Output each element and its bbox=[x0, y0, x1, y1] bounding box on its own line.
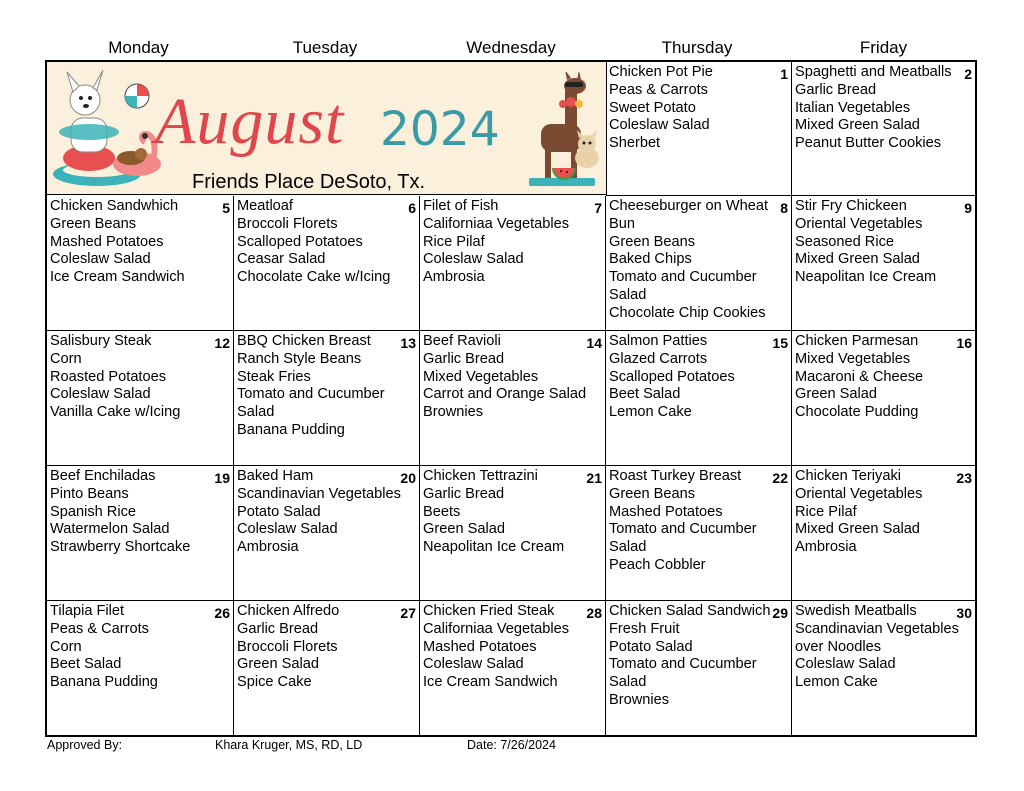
menu-item: Broccoli Florets bbox=[237, 638, 338, 655]
menu-list bbox=[609, 333, 789, 422]
menu-item: Broccoli Florets bbox=[237, 215, 338, 232]
menu-item: Scalloped Potatoes bbox=[609, 368, 735, 385]
menu-item: Rice Pilaf bbox=[795, 503, 857, 520]
menu-item: Salad bbox=[609, 674, 647, 691]
day-cell bbox=[606, 601, 792, 735]
menu-item: Chocolate Pudding bbox=[795, 404, 919, 421]
menu-item: Corn bbox=[50, 638, 82, 655]
day-cell bbox=[792, 331, 975, 466]
menu-item: Beef Enchiladas bbox=[50, 468, 156, 484]
day-number: 28 bbox=[586, 605, 602, 621]
menu-item: Sherbet bbox=[609, 135, 661, 152]
day-cell bbox=[792, 62, 975, 196]
menu-item: Mixed Vegetables bbox=[423, 368, 539, 385]
menu-item: Macaroni & Cheese bbox=[795, 368, 924, 385]
menu-item: Chicken Parmesan bbox=[795, 333, 919, 349]
menu-item: Garlic Bread bbox=[423, 350, 505, 367]
menu-item: Brownies bbox=[609, 691, 670, 708]
menu-item: Rice Pilaf bbox=[423, 233, 485, 250]
menu-item: Glazed Carrots bbox=[609, 350, 708, 367]
menu-list bbox=[423, 468, 603, 557]
day-number: 12 bbox=[214, 335, 230, 351]
menu-item: Scalloped Potatoes bbox=[237, 233, 363, 250]
menu-item: Lemon Cake bbox=[609, 404, 692, 421]
menu-item: Garlic Bread bbox=[795, 81, 877, 98]
menu-item: Oriental Vegetables bbox=[795, 485, 923, 502]
menu-list bbox=[609, 198, 789, 323]
menu-item: Tomato and Cucumber bbox=[237, 386, 385, 403]
small-dog-icon bbox=[569, 130, 605, 170]
menu-item: Seasoned Rice bbox=[795, 233, 894, 250]
menu-list bbox=[795, 333, 973, 422]
day-cell bbox=[47, 601, 234, 735]
day-cell bbox=[792, 466, 975, 601]
day-cell bbox=[47, 466, 234, 601]
watermelon-icon bbox=[551, 166, 577, 182]
menu-item: Coleslaw Salad bbox=[50, 386, 151, 403]
day-cell bbox=[420, 196, 606, 331]
menu-item: Beets bbox=[423, 503, 461, 520]
menu-item: Mashed Potatoes bbox=[423, 638, 537, 655]
menu-item: Spanish Rice bbox=[50, 503, 136, 520]
menu-item: Ice Cream Sandwich bbox=[423, 674, 558, 691]
menu-item: Californiaa Vegetables bbox=[423, 620, 570, 637]
menu-item: Coleslaw Salad bbox=[423, 656, 524, 673]
menu-item: Vanilla Cake w/Icing bbox=[50, 404, 181, 421]
banner-month-title: August bbox=[155, 85, 345, 158]
menu-item: Peas & Carrots bbox=[50, 620, 149, 637]
approver-name: Khara Kruger, MS, RD, LD bbox=[215, 738, 363, 752]
menu-item: Garlic Bread bbox=[423, 485, 505, 502]
menu-item: Salad bbox=[609, 539, 647, 556]
menu-item: Ice Cream Sandwich bbox=[50, 269, 185, 286]
day-cell bbox=[606, 466, 792, 601]
weekday-header-wednesday: Wednesday bbox=[466, 38, 556, 57]
menu-item: Bun bbox=[609, 215, 635, 232]
day-cell bbox=[47, 196, 234, 331]
menu-item: Ceasar Salad bbox=[237, 251, 326, 268]
menu-item: Ambrosia bbox=[237, 539, 299, 556]
menu-item: Pinto Beans bbox=[50, 485, 129, 502]
menu-item: Brownies bbox=[423, 404, 484, 421]
weekday-header-friday: Friday bbox=[859, 38, 908, 57]
menu-item: Steak Fries bbox=[237, 368, 311, 385]
menu-list bbox=[50, 603, 231, 692]
menu-item: Peanut Butter Cookies bbox=[795, 135, 942, 152]
menu-item: Coleslaw Salad bbox=[237, 521, 338, 538]
menu-item: Baked Ham bbox=[237, 468, 314, 484]
menu-list bbox=[237, 468, 417, 557]
day-number: 5 bbox=[222, 200, 230, 216]
menu-item: Banana Pudding bbox=[50, 674, 158, 691]
menu-list bbox=[423, 603, 603, 692]
menu-item: Filet of Fish bbox=[423, 198, 499, 214]
menu-item: Baked Chips bbox=[609, 251, 692, 268]
menu-item: Peach Cobbler bbox=[609, 556, 706, 573]
menu-item: Green Salad bbox=[795, 386, 877, 403]
day-number: 2 bbox=[964, 66, 972, 82]
day-cell bbox=[420, 601, 606, 735]
day-cell bbox=[606, 62, 792, 196]
menu-item: Strawberry Shortcake bbox=[50, 539, 191, 556]
menu-item: Chicken Sandwhich bbox=[50, 198, 179, 214]
banner-location: Friends Place DeSoto, Tx. bbox=[192, 171, 426, 193]
menu-item: Roasted Potatoes bbox=[50, 368, 167, 385]
menu-item: Mixed Green Salad bbox=[795, 117, 920, 134]
day-cell bbox=[234, 196, 420, 331]
menu-item: Salad bbox=[237, 404, 275, 421]
day-cell bbox=[606, 196, 792, 331]
menu-item: Fresh Fruit bbox=[609, 620, 680, 637]
day-cell bbox=[420, 331, 606, 466]
menu-item: Lemon Cake bbox=[795, 674, 878, 691]
menu-item: Green Beans bbox=[609, 233, 695, 250]
menu-item: Meatloaf bbox=[237, 198, 293, 214]
menu-item: Coleslaw Salad bbox=[609, 117, 710, 134]
menu-list bbox=[795, 64, 973, 153]
menu-list bbox=[237, 198, 417, 287]
day-number: 22 bbox=[772, 470, 788, 486]
day-cell bbox=[420, 466, 606, 601]
menu-item: Chicken Tettrazini bbox=[423, 468, 538, 484]
menu-item: Coleslaw Salad bbox=[423, 251, 524, 268]
menu-list bbox=[795, 468, 973, 557]
beach-ball-icon bbox=[123, 82, 151, 110]
menu-item: Watermelon Salad bbox=[50, 521, 170, 538]
menu-item: Ambrosia bbox=[423, 269, 485, 286]
menu-item: Californiaa Vegetables bbox=[423, 215, 570, 232]
weekday-header-thursday: Thursday bbox=[661, 38, 733, 57]
menu-item: Corn bbox=[50, 350, 82, 367]
day-number: 21 bbox=[586, 470, 602, 486]
menu-item: Tomato and Cucumber bbox=[609, 521, 757, 538]
menu-item: over Noodles bbox=[795, 638, 881, 655]
menu-item: Potato Salad bbox=[237, 503, 321, 520]
menu-item: Mixed Vegetables bbox=[795, 350, 911, 367]
menu-item: Neapolitan Ice Cream bbox=[423, 539, 565, 556]
menu-item: Salisbury Steak bbox=[50, 333, 152, 349]
menu-item: Mashed Potatoes bbox=[50, 233, 164, 250]
menu-item: Chicken Teriyaki bbox=[795, 468, 901, 484]
day-cell bbox=[606, 331, 792, 466]
menu-item: Scandinavian Vegetables bbox=[795, 620, 959, 637]
day-number: 19 bbox=[214, 470, 230, 486]
menu-item: Spaghetti and Meatballs bbox=[795, 64, 952, 80]
day-number: 16 bbox=[956, 335, 972, 351]
menu-item: Sweet Potato bbox=[609, 99, 696, 116]
menu-item: Green Salad bbox=[423, 521, 505, 538]
day-number: 7 bbox=[594, 200, 602, 216]
day-cell bbox=[792, 196, 975, 331]
menu-list bbox=[609, 603, 789, 710]
menu-item: Carrot and Orange Salad bbox=[423, 386, 587, 403]
menu-item: Roast Turkey Breast bbox=[609, 468, 742, 484]
menu-list bbox=[237, 603, 417, 692]
banner-year: 2024 bbox=[380, 102, 500, 157]
menu-list bbox=[423, 333, 603, 422]
menu-list bbox=[50, 198, 231, 287]
menu-list bbox=[50, 468, 231, 557]
day-number: 6 bbox=[408, 200, 416, 216]
menu-item: Mixed Green Salad bbox=[795, 251, 920, 268]
menu-item: Scandinavian Vegetables bbox=[237, 485, 401, 502]
menu-item: Mashed Potatoes bbox=[609, 503, 723, 520]
day-cell bbox=[792, 601, 975, 735]
menu-list bbox=[795, 603, 973, 692]
day-number: 13 bbox=[400, 335, 416, 351]
menu-item: Mixed Green Salad bbox=[795, 521, 920, 538]
menu-item: Cheeseburger on Wheat bbox=[609, 198, 769, 214]
menu-item: Chocolate Chip Cookies bbox=[609, 304, 766, 321]
menu-item: Ranch Style Beans bbox=[237, 350, 362, 367]
menu-item: Potato Salad bbox=[609, 638, 693, 655]
menu-item: Salmon Patties bbox=[609, 333, 708, 349]
day-number: 23 bbox=[956, 470, 972, 486]
menu-item: Beet Salad bbox=[609, 386, 681, 403]
day-number: 9 bbox=[964, 200, 972, 216]
menu-list bbox=[795, 198, 973, 287]
menu-item: Green Beans bbox=[50, 215, 136, 232]
menu-item: Chicken Alfredo bbox=[237, 603, 340, 619]
day-cell bbox=[234, 466, 420, 601]
menu-item: Tilapia Filet bbox=[50, 603, 125, 619]
menu-item: Swedish Meatballs bbox=[795, 603, 917, 619]
menu-item: Ambrosia bbox=[795, 539, 857, 556]
day-number: 14 bbox=[586, 335, 602, 351]
weekday-header-monday: Monday bbox=[108, 38, 169, 57]
menu-item: Peas & Carrots bbox=[609, 81, 708, 98]
day-number: 26 bbox=[214, 605, 230, 621]
menu-list bbox=[609, 468, 789, 575]
day-number: 20 bbox=[400, 470, 416, 486]
menu-item: Coleslaw Salad bbox=[50, 251, 151, 268]
approved-by-label: Approved By: bbox=[47, 738, 123, 752]
menu-item: Neapolitan Ice Cream bbox=[795, 269, 937, 286]
menu-item: Beet Salad bbox=[50, 656, 122, 673]
menu-item: Spice Cake bbox=[237, 674, 312, 691]
menu-item: Green Salad bbox=[237, 656, 319, 673]
menu-item: Beef Ravioli bbox=[423, 333, 501, 349]
menu-item: BBQ Chicken Breast bbox=[237, 333, 371, 349]
menu-item: Stir Fry Chickeen bbox=[795, 198, 907, 214]
day-number: 15 bbox=[772, 335, 788, 351]
menu-item: Tomato and Cucumber bbox=[609, 269, 757, 286]
day-cell bbox=[234, 331, 420, 466]
menu-item: Garlic Bread bbox=[237, 620, 319, 637]
menu-item: Green Beans bbox=[609, 485, 695, 502]
menu-item: Tomato and Cucumber bbox=[609, 656, 757, 673]
day-number: 30 bbox=[956, 605, 972, 621]
day-number: 29 bbox=[772, 605, 788, 621]
menu-item: Banana Pudding bbox=[237, 421, 345, 438]
day-cell bbox=[234, 601, 420, 735]
menu-item: Chicken Salad Sandwich bbox=[609, 603, 771, 619]
menu-list bbox=[237, 333, 417, 440]
menu-item: Salad bbox=[609, 286, 647, 303]
day-number: 8 bbox=[780, 200, 788, 216]
menu-item: Oriental Vegetables bbox=[795, 215, 923, 232]
month-banner bbox=[47, 62, 607, 195]
menu-item: Italian Vegetables bbox=[795, 99, 911, 116]
menu-item: Chicken Fried Steak bbox=[423, 603, 555, 619]
menu-list bbox=[50, 333, 231, 422]
menu-list bbox=[423, 198, 603, 287]
menu-item: Coleslaw Salad bbox=[795, 656, 896, 673]
menu-list bbox=[609, 64, 789, 153]
day-number: 1 bbox=[780, 66, 788, 82]
day-cell bbox=[47, 331, 234, 466]
menu-item: Chicken Pot Pie bbox=[609, 64, 713, 80]
approval-date: Date: 7/26/2024 bbox=[467, 738, 556, 752]
weekday-header-tuesday: Tuesday bbox=[292, 38, 358, 57]
menu-item: Chocolate Cake w/Icing bbox=[237, 269, 391, 286]
day-number: 27 bbox=[400, 605, 416, 621]
calendar-grid bbox=[45, 60, 977, 737]
